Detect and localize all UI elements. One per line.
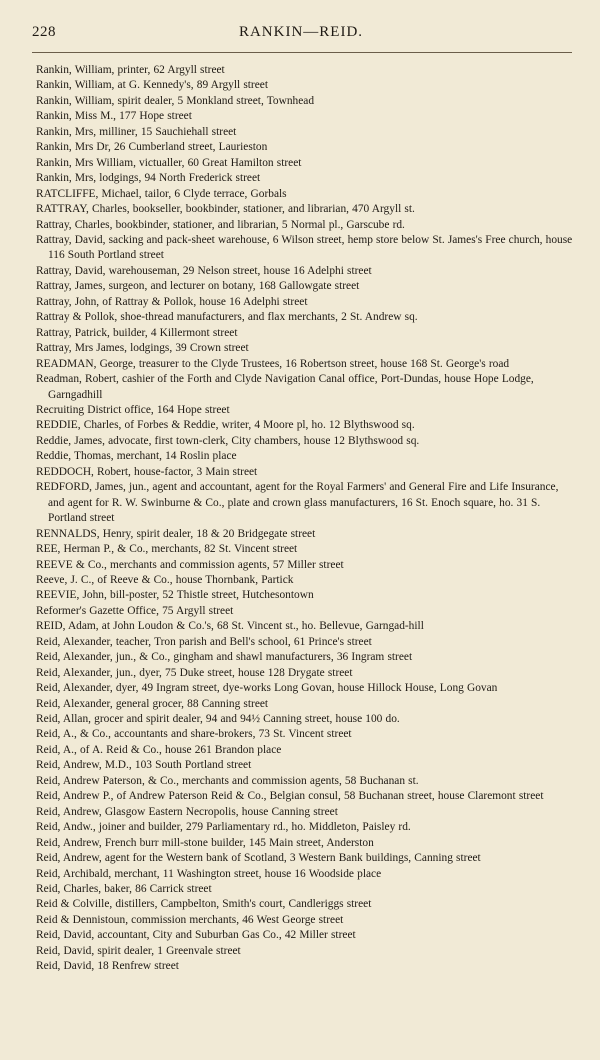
directory-entry: REDDOCH, Robert, house-factor, 3 Main street: [36, 465, 258, 478]
directory-entry: Reid & Dennistoun, commission merchants, 46 West George street: [36, 913, 344, 926]
directory-entry: Reid, David, spirit dealer, 1 Greenvale street: [36, 944, 241, 957]
directory-entry: Reid, A., & Co., accountants and share-brokers, 73 St. Vincent street: [36, 728, 352, 741]
directory-entry: Reid, A., of A. Reid & Co., house 261 Brandon place: [36, 743, 282, 756]
directory-entry: Rankin, Mrs Dr, 26 Cumberland street, Laurieston: [36, 141, 268, 154]
running-head: RANKIN—REID.: [238, 24, 364, 40]
directory-entry: Rankin, Mrs William, victualler, 60 Great Hamilton street: [36, 156, 302, 169]
directory-entry: Recruiting District office, 164 Hope street: [36, 403, 230, 416]
directory-entry: REE, Herman P., & Co., merchants, 82 St. Vincent street: [36, 543, 298, 556]
directory-entry: Rattray, Mrs James, lodgings, 39 Crown street: [36, 342, 249, 355]
directory-entry: Rattray, David, sacking and pack-sheet warehouse, 6 Wilson street, hemp store below St. James's Free church, house 116 South Portland street: [36, 233, 573, 262]
directory-entry: Rattray, James, surgeon, and lecturer on botany, 168 Gallowgate street: [36, 280, 360, 293]
directory-entry: Rattray, Charles, bookbinder, stationer, and librarian, 5 Normal pl., Garscube rd.: [36, 218, 405, 231]
directory-entry: Reid, Andrew P., of Andrew Paterson Reid & Co., Belgian consul, 58 Buchanan street, house Claremont street: [36, 790, 544, 803]
page-header: [32, 24, 570, 44]
directory-entry: Readman, Robert, cashier of the Forth and Clyde Navigation Canal office, Port-Dundas, house Hope Lodge, Garngadhill: [36, 373, 534, 401]
directory-entry: Rattray & Pollok, shoe-thread manufacturers, and flax merchants, 2 St. Andrew sq.: [36, 311, 418, 324]
directory-entry: Rattray, David, warehouseman, 29 Nelson street, house 16 Adelphi street: [36, 264, 372, 277]
directory-entry: REEVIE, John, bill-poster, 52 Thistle street, Hutchesontown: [36, 589, 314, 602]
directory-entry: Reformer's Gazette Office, 75 Argyll street: [36, 604, 234, 617]
directory-entry: Rattray, John, of Rattray & Pollok, house 16 Adelphi street: [36, 295, 308, 308]
directory-entry: Rankin, Mrs, milliner, 15 Sauchiehall street: [36, 125, 237, 138]
directory-entry: REDDIE, Charles, of Forbes & Reddie, writer, 4 Moore pl, ho. 12 Blythswood sq.: [36, 419, 415, 432]
directory-entry: RATCLIFFE, Michael, tailor, 6 Clyde terrace, Gorbals: [36, 187, 287, 200]
directory-entry: Reid, Alexander, jun., & Co., gingham and shawl manufacturers, 36 Ingram street: [36, 651, 413, 664]
directory-entry: Rankin, Mrs, lodgings, 94 North Frederick street: [36, 172, 261, 185]
directory-entry: Reid, Alexander, teacher, Tron parish and Bell's school, 61 Prince's street: [36, 635, 372, 648]
directory-entry: Rankin, William, spirit dealer, 5 Monkland street, Townhead: [36, 94, 315, 107]
directory-entry: Reid, Andrew, M.D., 103 South Portland street: [36, 759, 252, 772]
directory-entry: Reid, David, accountant, City and Suburban Gas Co., 42 Miller street: [36, 929, 356, 942]
page-number: 228: [32, 24, 56, 40]
directory-entry: Reid, Andrew, Glasgow Eastern Necropolis, house Canning street: [36, 805, 338, 818]
directory-entry: Reid & Colville, distillers, Campbelton, Smith's court, Candleriggs street: [36, 898, 372, 911]
directory-entry: Rankin, Miss M., 177 Hope street: [36, 110, 192, 123]
directory-entry: Rattray, Patrick, builder, 4 Killermont street: [36, 326, 238, 339]
directory-entry: Reid, Alexander, jun., dyer, 75 Duke street, house 128 Drygate street: [36, 666, 353, 679]
directory-entry: Reid, David, 18 Renfrew street: [36, 960, 179, 973]
directory-entry: REEVE & Co., merchants and commission agents, 57 Miller street: [36, 558, 344, 571]
directory-entry: Reid, Charles, baker, 86 Carrick street: [36, 883, 212, 896]
directory-entry: Rankin, William, at G. Kennedy's, 89 Argyll street: [36, 79, 269, 92]
header-rule: [32, 52, 572, 53]
directory-entry: RATTRAY, Charles, bookseller, bookbinder, stationer, and librarian, 470 Argyll st.: [36, 203, 415, 216]
directory-entry: REID, Adam, at John Loudon & Co.'s, 68 St. Vincent st., ho. Bellevue, Garngad-hill: [36, 620, 424, 633]
directory-entry: Reid, Alexander, dyer, 49 Ingram street, dye-works Long Govan, house Hillock House, Long Govan: [36, 682, 498, 695]
directory-entry: Reid, Allan, grocer and spirit dealer, 94 and 94½ Canning street, house 100 do.: [36, 713, 400, 726]
directory-entries: [36, 63, 574, 975]
directory-entry: Reid, Andrew Paterson, & Co., merchants and commission agents, 58 Buchanan st.: [36, 774, 419, 787]
directory-entry: Reid, Alexander, general grocer, 88 Canning street: [36, 697, 269, 710]
directory-entry: Reid, Archibald, merchant, 11 Washington street, house 16 Woodside place: [36, 867, 382, 880]
directory-entry: Reddie, James, advocate, first town-clerk, City chambers, house 12 Blythswood sq.: [36, 434, 420, 447]
directory-entry: READMAN, George, treasurer to the Clyde Trustees, 16 Robertson street, house 168 St. George's road: [36, 357, 510, 370]
directory-entry: RENNALDS, Henry, spirit dealer, 18 & 20 Bridgegate street: [36, 527, 316, 540]
directory-entry: REDFORD, James, jun., agent and accountant, agent for the Royal Farmers' and General Fire and Life Insurance, and agent for R. W. Swinburne & Co., plate and crown glass manufacturers, 16 St. Enoch square, ho. 31 S. Portland street: [36, 481, 559, 525]
directory-entry: Reid, Andw., joiner and builder, 279 Parliamentary rd., ho. Middleton, Paisley rd.: [36, 821, 411, 834]
directory-entry: Rankin, William, printer, 62 Argyll street: [36, 64, 225, 76]
directory-entry: Reeve, J. C., of Reeve & Co., house Thornbank, Partick: [36, 573, 294, 586]
directory-entry: Reid, Andrew, agent for the Western bank of Scotland, 3 Western Bank buildings, Canning street: [36, 852, 481, 865]
directory-entry: Reddie, Thomas, merchant, 14 Roslin place: [36, 450, 237, 463]
directory-entry: Reid, Andrew, French burr mill-stone builder, 145 Main street, Anderston: [36, 836, 374, 849]
